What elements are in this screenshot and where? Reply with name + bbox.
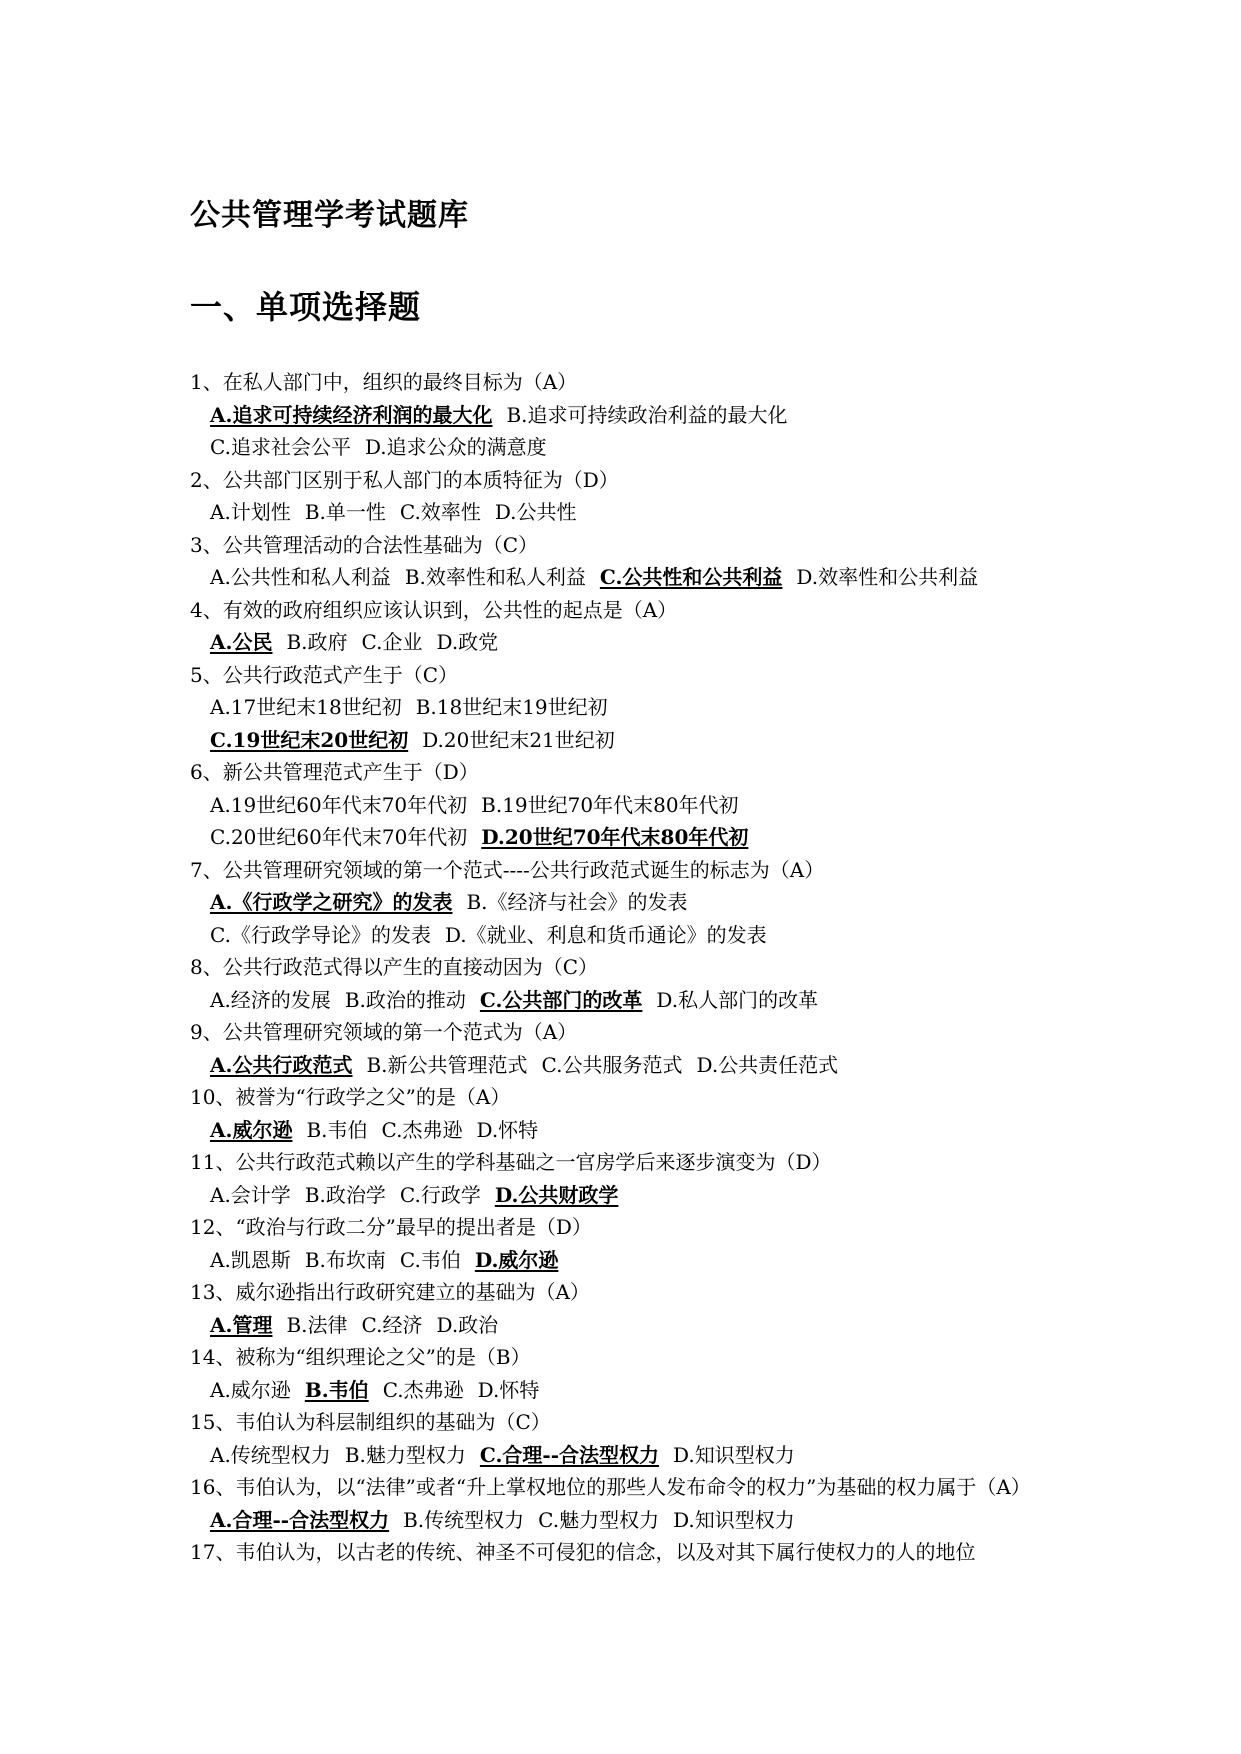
question-text: 8、公共行政范式得以产生的直接动因为（C） bbox=[190, 955, 599, 979]
section-heading: 一、单项选择题 bbox=[190, 288, 422, 326]
option-row bbox=[190, 886, 1060, 919]
answer-option: C.杰弗逊 bbox=[381, 1117, 463, 1142]
option-row bbox=[190, 984, 1060, 1017]
answer-option: B.法律 bbox=[286, 1312, 348, 1337]
answer-option: B.韦伯 bbox=[306, 1117, 368, 1142]
answer-option: A.经济的发展 bbox=[210, 987, 331, 1012]
correct-answer-option: C.合理--合法型权力 bbox=[479, 1442, 660, 1467]
answer-option: A.会计学 bbox=[210, 1182, 291, 1207]
correct-answer-option: C.公共性和公共利益 bbox=[599, 565, 783, 589]
correct-answer-option: C.公共部门的改革 bbox=[479, 987, 643, 1012]
option-row bbox=[190, 1179, 1060, 1212]
answer-option: C.效率性 bbox=[399, 500, 481, 524]
answer-option: C.企业 bbox=[361, 630, 423, 654]
answer-option: D.公共责任范式 bbox=[696, 1052, 839, 1077]
answer-option: C.杰弗逊 bbox=[382, 1377, 464, 1402]
answer-option: B.魅力型权力 bbox=[344, 1442, 466, 1467]
answer-option: A.凯恩斯 bbox=[210, 1247, 291, 1272]
answer-option: B.单一性 bbox=[304, 500, 386, 524]
answer-option: B.《经济与社会》的发表 bbox=[466, 890, 688, 914]
option-row bbox=[190, 496, 1060, 529]
question-text: 6、新公共管理范式产生于（D） bbox=[190, 760, 479, 784]
answer-option: B.政治学 bbox=[304, 1182, 386, 1207]
answer-option: B.追求可持续政治利益的最大化 bbox=[506, 402, 788, 427]
answer-option: A.威尔逊 bbox=[210, 1377, 291, 1402]
option-row bbox=[190, 1504, 1060, 1537]
answer-option: C.《行政学导论》的发表 bbox=[210, 922, 431, 947]
question-text: 4、有效的政府组织应该认识到，公共性的起点是（A） bbox=[190, 597, 678, 622]
answer-option: C.追求社会公平 bbox=[210, 435, 351, 459]
answer-option: D.知识型权力 bbox=[673, 1507, 795, 1532]
question-text: 15、韦伯认为科层制组织的基础为（C） bbox=[190, 1410, 551, 1434]
answer-option: D.20世纪末21世纪初 bbox=[422, 727, 615, 752]
question-text: 1、在私人部门中，组织的最终目标为（A） bbox=[190, 370, 578, 394]
answer-option: D.公共性 bbox=[494, 500, 577, 524]
answer-option: C.韦伯 bbox=[399, 1247, 461, 1272]
answer-option: D.怀特 bbox=[477, 1377, 540, 1402]
correct-answer-option: A.公共行政范式 bbox=[210, 1052, 353, 1077]
answer-option: B.19世纪70年代末80年代初 bbox=[481, 792, 739, 817]
question-text: 5、公共行政范式产生于（C） bbox=[190, 662, 459, 687]
answer-option: C.行政学 bbox=[399, 1182, 481, 1207]
answer-option: B.新公共管理范式 bbox=[366, 1052, 528, 1077]
answer-option: A.公共性和私人利益 bbox=[210, 565, 391, 589]
option-row bbox=[190, 399, 1060, 432]
option-row bbox=[190, 431, 1060, 464]
answer-option: D.《就业、利息和货币通论》的发表 bbox=[444, 922, 767, 947]
answer-option: B.布坎南 bbox=[304, 1247, 386, 1272]
correct-answer-option: B.韦伯 bbox=[304, 1377, 369, 1402]
option-row bbox=[190, 724, 1060, 757]
option-row bbox=[190, 561, 1060, 594]
question-list bbox=[190, 366, 1060, 1569]
answer-option: B.传统型权力 bbox=[403, 1507, 525, 1532]
option-row bbox=[190, 1244, 1060, 1277]
answer-option: A.传统型权力 bbox=[210, 1442, 331, 1467]
answer-option: A.17世纪末18世纪初 bbox=[210, 695, 402, 719]
question-text: 13、威尔逊指出行政研究建立的基础为（A） bbox=[190, 1280, 590, 1304]
option-row bbox=[190, 821, 1060, 854]
correct-answer-option: D.20世纪70年代末80年代初 bbox=[481, 825, 749, 849]
answer-option: C.公共服务范式 bbox=[541, 1052, 683, 1077]
correct-answer-option: A.管理 bbox=[210, 1312, 273, 1337]
answer-option: B.政府 bbox=[286, 630, 348, 654]
option-row bbox=[190, 789, 1060, 822]
correct-answer-option: A.合理--合法型权力 bbox=[210, 1507, 390, 1532]
answer-option: D.私人部门的改革 bbox=[656, 987, 819, 1012]
correct-answer-option: C.19世纪末20世纪初 bbox=[210, 727, 409, 752]
correct-answer-option: A.公民 bbox=[210, 630, 273, 654]
answer-option: D.政治 bbox=[436, 1312, 499, 1337]
answer-option: D.怀特 bbox=[476, 1117, 539, 1142]
correct-answer-option: D.威尔逊 bbox=[474, 1247, 559, 1272]
answer-option: D.知识型权力 bbox=[673, 1442, 795, 1467]
question-text: 14、被称为“组织理论之父”的是（B） bbox=[190, 1345, 531, 1369]
answer-option: B.18世纪末19世纪初 bbox=[415, 695, 608, 719]
answer-option: B.政治的推动 bbox=[344, 987, 466, 1012]
page-title: 公共管理学考试题库 bbox=[190, 198, 469, 233]
question-text: 7、公共管理研究领域的第一个范式----公共行政范式诞生的标志为（A） bbox=[190, 857, 825, 882]
correct-answer-option: A.追求可持续经济利润的最大化 bbox=[210, 402, 493, 427]
answer-option: B.效率性和私人利益 bbox=[404, 565, 586, 589]
question-text: 2、公共部门区别于私人部门的本质特征为（D） bbox=[190, 467, 619, 492]
option-row bbox=[190, 691, 1060, 724]
answer-option: D.效率性和公共利益 bbox=[796, 565, 979, 589]
correct-answer-option: A.威尔逊 bbox=[210, 1117, 293, 1142]
question-text: 9、公共管理研究领域的第一个范式为（A） bbox=[190, 1020, 578, 1044]
option-row bbox=[190, 1309, 1060, 1342]
option-row bbox=[190, 1049, 1060, 1082]
option-row bbox=[190, 1114, 1060, 1147]
question-text: 16、韦伯认为，以“法律”或者“升上掌权地位的那些人发布命令的权力”为基础的权力属于（A） bbox=[190, 1475, 1031, 1499]
answer-option: D.政党 bbox=[436, 630, 499, 654]
option-row bbox=[190, 1439, 1060, 1472]
answer-option: A.计划性 bbox=[210, 500, 291, 524]
answer-option: C.20世纪60年代末70年代初 bbox=[210, 825, 468, 849]
answer-option: D.追求公众的满意度 bbox=[364, 435, 547, 459]
answer-option: A.19世纪60年代末70年代初 bbox=[210, 792, 468, 817]
question-text: 11、公共行政范式赖以产生的学科基础之一官房学后来逐步演变为（D） bbox=[190, 1150, 832, 1174]
option-row bbox=[190, 919, 1060, 952]
correct-answer-option: D.公共财政学 bbox=[494, 1182, 619, 1207]
question-text: 3、公共管理活动的合法性基础为（C） bbox=[190, 532, 539, 557]
answer-option: C.经济 bbox=[361, 1312, 423, 1337]
correct-answer-option: A.《行政学之研究》的发表 bbox=[210, 890, 453, 914]
option-row bbox=[190, 626, 1060, 659]
question-text: 12、“政治与行政二分”最早的提出者是（D） bbox=[190, 1215, 592, 1239]
question-text: 10、被誉为“行政学之父”的是（A） bbox=[190, 1085, 511, 1109]
option-row bbox=[190, 1374, 1060, 1407]
question-text: 17、韦伯认为，以古老的传统、神圣不可侵犯的信念，以及对其下属行使权力的人的地位 bbox=[190, 1540, 976, 1564]
answer-option: C.魅力型权力 bbox=[538, 1507, 660, 1532]
